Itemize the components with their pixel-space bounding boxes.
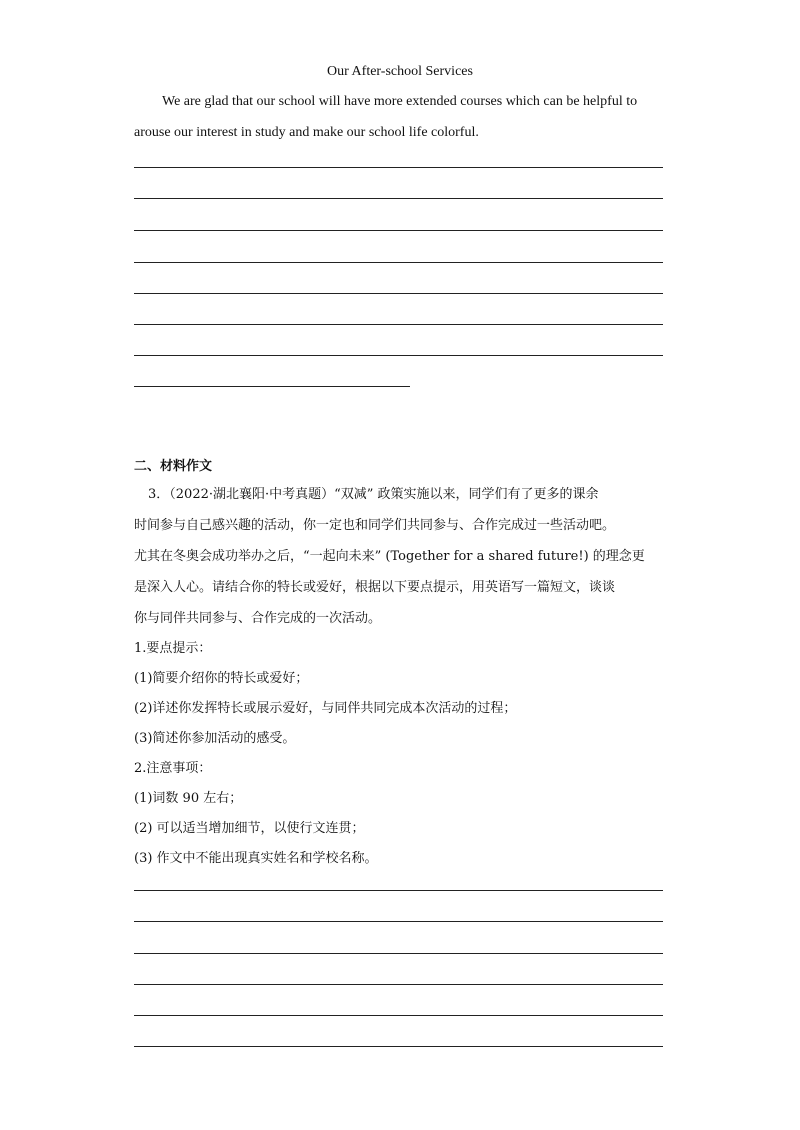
section-heading: 二、材料作文	[134, 459, 213, 474]
writing-line	[134, 1015, 663, 1016]
question-line-1: 3．（2022·湖北襄阳·中考真题）“双减” 政策实施以来，同学们有了更多的课余	[148, 487, 599, 502]
writing-line	[134, 984, 663, 985]
notes-heading: 2.注意事项：	[134, 761, 212, 776]
essay-title: Our After-school Services	[327, 64, 473, 79]
writing-line-short	[134, 386, 410, 387]
point-item-2: (2)详述你发挥特长或展示爱好，与同伴共同完成本次活动的过程；	[134, 701, 517, 716]
writing-line	[134, 921, 663, 922]
point-item-3: (3)简述你参加活动的感受。	[134, 731, 296, 746]
writing-line	[134, 293, 663, 294]
writing-line	[134, 355, 663, 356]
writing-line	[134, 230, 663, 231]
point-item-1: (1)简要介绍你的特长或爱好；	[134, 671, 309, 686]
writing-line	[134, 198, 663, 199]
note-item-3: (3) 作文中不能出现真实姓名和学校名称。	[134, 851, 378, 866]
points-heading: 1.要点提示：	[134, 641, 212, 656]
writing-line	[134, 262, 663, 263]
writing-line	[134, 953, 663, 954]
intro-line-1: We are glad that our school will have more extended courses which can be helpful to	[162, 94, 638, 109]
writing-line	[134, 890, 663, 891]
writing-line	[134, 1046, 663, 1047]
question-line-2: 时间参与自己感兴趣的活动，你一定也和同学们共同参与、合作完成过一些活动吧。	[134, 518, 616, 533]
question-line-3: 尤其在冬奥会成功举办之后，“一起向未来” (Together for a shared future!) 的理念更	[134, 549, 645, 564]
question-line-5: 你与同伴共同参与、合作完成的一次活动。	[134, 611, 382, 626]
note-item-2: (2) 可以适当增加细节，以使行文连贯；	[134, 821, 365, 836]
intro-line-2: arouse our interest in study and make our school life colorful.	[134, 125, 479, 140]
writing-line	[134, 167, 663, 168]
writing-line	[134, 324, 663, 325]
note-item-1: (1)词数 90 左右；	[134, 791, 243, 806]
question-line-4: 是深入人心。请结合你的特长或爱好，根据以下要点提示，用英语写一篇短文，谈谈	[134, 580, 616, 595]
